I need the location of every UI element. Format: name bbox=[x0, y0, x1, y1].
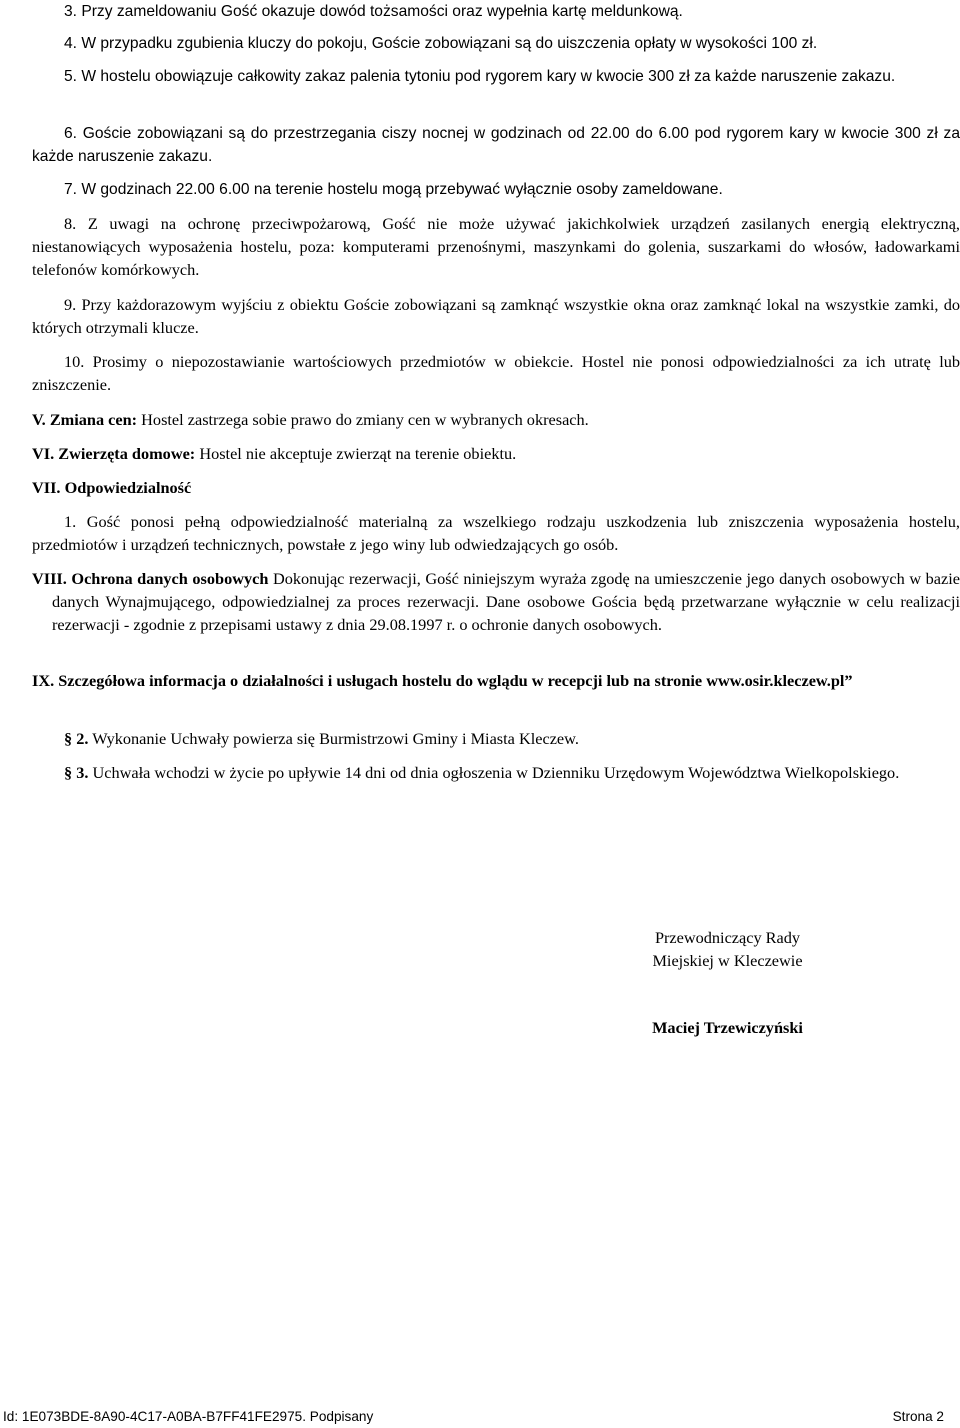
rule-8-block bbox=[32, 212, 960, 281]
document-id: Id: 1E073BDE-8A90-4C17-A0BA-B7FF41FE2975. Podpisany bbox=[3, 1409, 374, 1424]
rule-5: 5. W hostelu obowiązuje całkowity zakaz palenia tytoniu pod rygorem kary w kwocie 300 zł za każde naruszenie zakazu. bbox=[64, 68, 896, 85]
section-viii-title: Ochrona danych osobowych bbox=[71, 569, 269, 588]
paragraph-3-line bbox=[32, 761, 960, 784]
rule-4-block bbox=[32, 32, 960, 55]
rules-list-sans bbox=[32, 0, 960, 23]
signature-role-line1: Przewodniczący Rady bbox=[654, 928, 801, 947]
section-vi-title: Zwierzęta domowe: bbox=[58, 444, 196, 463]
signature-name-block bbox=[600, 1016, 855, 1039]
page-number: Strona 2 bbox=[892, 1409, 944, 1424]
section-vii-line bbox=[32, 476, 960, 499]
section-vi-label: VI. bbox=[32, 444, 55, 463]
signature-name: Maciej Trzewiczyński bbox=[652, 1018, 803, 1037]
rule-6: 6. Goście zobowiązani są do przestrzegania ciszy nocnej w godzinach od 22.00 do 6.00 pod rygorem kary w kwocie 300 zł za każde naruszenie zakazu. bbox=[32, 125, 960, 165]
paragraph-2-mark: § 2. bbox=[64, 729, 89, 748]
paragraph-3-mark: § 3. bbox=[64, 763, 89, 782]
signature-role-line2: Miejskiej w Kleczewie bbox=[652, 951, 803, 970]
section-vi-text: Hostel nie akceptuje zwierząt na terenie obiektu. bbox=[199, 444, 517, 463]
section-ix-text bbox=[32, 669, 960, 692]
section-vii-1: 1. Gość ponosi pełną odpowiedzialność materialną za wszelkiego rodzaju uszkodzenia lub zniszczenia wyposażenia hostelu, przedmiotów i urządzeń technicznych, powstałe z jego winy lub odwiedzających go osób. bbox=[32, 512, 960, 554]
section-ix bbox=[32, 669, 960, 692]
section-vii bbox=[32, 476, 960, 499]
rule-7-block bbox=[32, 178, 960, 201]
paragraph-2-text: Wykonanie Uchwały powierza się Burmistrzowi Gminy i Miasta Kleczew. bbox=[92, 729, 579, 748]
rule-5-block bbox=[32, 65, 960, 88]
section-v bbox=[32, 408, 960, 431]
rule-10-block bbox=[32, 350, 960, 396]
paragraph-2-line bbox=[32, 727, 960, 750]
rule-10: 10. Prosimy o niepozostawianie wartościowych przedmiotów w obiekcie. Hostel nie ponosi odpowiedzialności za ich utratę lub zniszczenie. bbox=[32, 352, 960, 394]
section-v-text: Hostel zastrzega sobie prawo do zmiany cen w wybranych okresach. bbox=[141, 410, 589, 429]
rule-3: 3. Przy zameldowaniu Gość okazuje dowód tożsamości oraz wypełnia kartę meldunkową. bbox=[64, 3, 683, 20]
section-v-line bbox=[32, 408, 960, 431]
section-viii-label: VIII. bbox=[32, 569, 67, 588]
rule-4: 4. W przypadku zgubienia kluczy do pokoju, Goście zobowiązani są do uiszczenia opłaty w wysokości 100 zł. bbox=[64, 35, 818, 52]
section-viii bbox=[32, 567, 960, 636]
rule-9-block bbox=[32, 293, 960, 339]
section-vii-title: Odpowiedzialność bbox=[64, 478, 192, 497]
section-vii-1-block bbox=[32, 510, 960, 556]
signature-block bbox=[600, 926, 855, 972]
rule-8: 8. Z uwagi na ochronę przeciwpożarową, Gość nie może używać jakichkolwiek urządzeń zasilanych energią elektryczną, niestanowiących wyposażenia hostelu, poza: komputerami przenośnymi, maszynkami do golenia, suszarkami do włosów, ładowarkami telefonów komórkowych. bbox=[32, 214, 960, 279]
section-vii-label: VII. bbox=[32, 478, 61, 497]
section-v-title: Zmiana cen: bbox=[49, 410, 138, 429]
paragraph-3 bbox=[32, 761, 960, 784]
paragraph-3-text: Uchwała wchodzi w życie po upływie 14 dni od dnia ogłoszenia w Dzienniku Urzędowym Województwa Wielkopolskiego. bbox=[92, 763, 900, 782]
rule-7: 7. W godzinach 22.00 6.00 na terenie hostelu mogą przebywać wyłącznie osoby zameldowane. bbox=[64, 181, 723, 198]
section-v-label: V. bbox=[32, 410, 46, 429]
section-ix-label: IX. bbox=[32, 671, 55, 690]
rule-9: 9. Przy każdorazowym wyjściu z obiektu Goście zobowiązani są zamknąć wszystkie okna oraz zamknąć lokal na wszystkie zamki, do których otrzymali klucze. bbox=[32, 295, 960, 337]
section-ix-title: Szczegółowa informacja o działalności i usługach hostelu do wglądu w recepcji lub na stronie www.osir.kleczew.pl” bbox=[58, 671, 853, 690]
section-viii-text bbox=[32, 567, 960, 636]
section-vi bbox=[32, 442, 960, 465]
section-vi-line bbox=[32, 442, 960, 465]
rule-6-block bbox=[32, 122, 960, 168]
paragraph-2 bbox=[32, 727, 960, 750]
section-viii-body: Dokonując rezerwacji, Gość niniejszym wyraża zgodę na umieszczenie jego danych osobowych w bazie danych Wynajmującego, odpowiedzialnej za proces rezerwacji. Dane osobowe Gościa będą przetwarzane wyłącznie w celu realizacji rezerwacji - zgodnie z przepisami ustawy z dnia 29.08.1997 r. o ochronie danych osobowych. bbox=[52, 569, 960, 634]
